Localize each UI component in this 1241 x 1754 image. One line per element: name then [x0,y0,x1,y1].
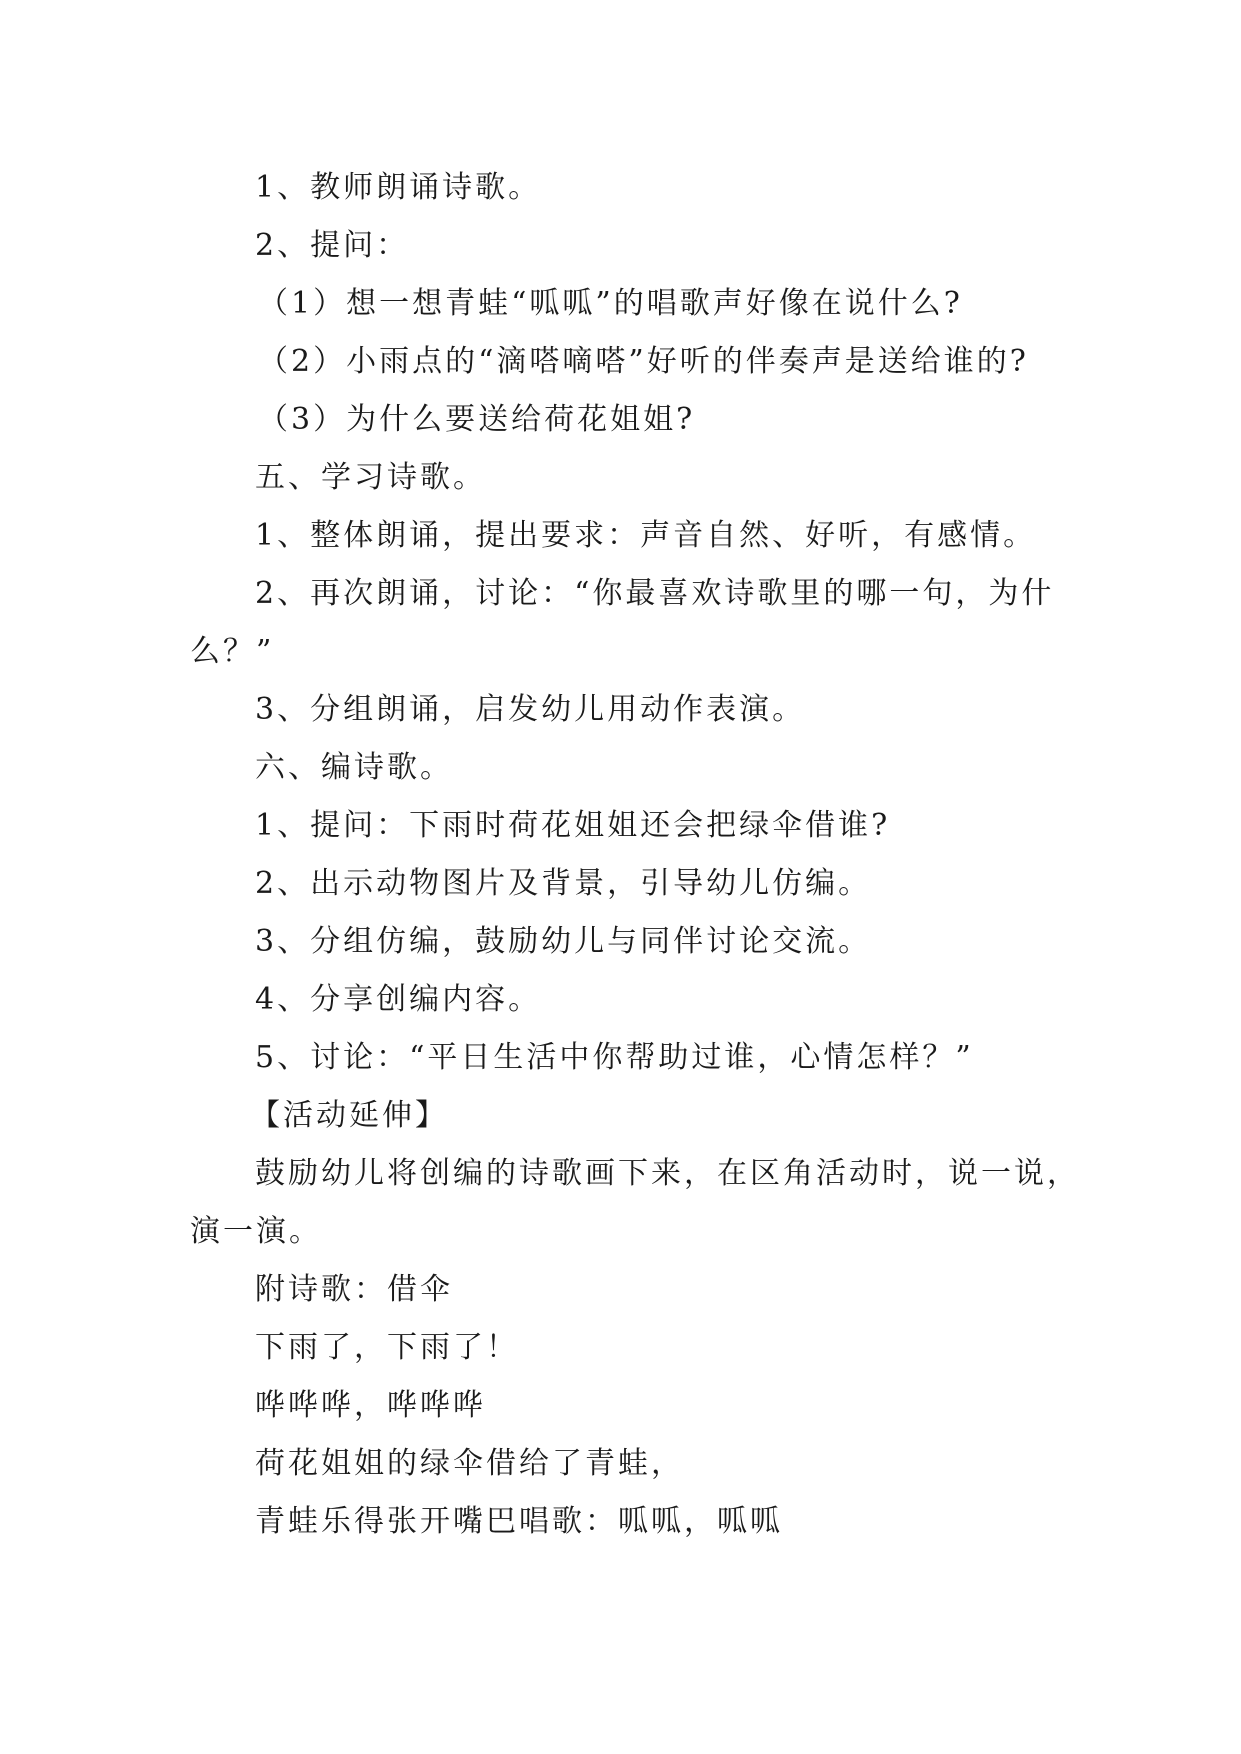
step-teacher-recite: 1、教师朗诵诗歌。 [255,170,542,205]
step-recite-again-continued: 么？” [190,634,275,669]
step-show-pictures: 2、出示动物图片及背景，引导幼儿仿编。 [255,866,872,901]
question-2: （2）小雨点的“滴嗒嘀嗒”好听的伴奏声是送给谁的? [258,344,1029,379]
activity-extension-heading: 【活动延伸】 [250,1098,448,1133]
poem-title: 附诗歌：借伞 [255,1272,453,1307]
section-six-heading: 六、编诗歌。 [255,750,453,785]
question-3: （3）为什么要送给荷花姐姐? [258,402,696,437]
poem-line-1: 下雨了，下雨了！ [255,1330,519,1365]
step-share: 4、分享创编内容。 [255,982,542,1017]
step-discuss: 5、讨论：“平日生活中你帮助过谁，心情怎样？” [255,1040,974,1075]
extension-text-continued: 演一演。 [190,1214,322,1249]
step-questions: 2、提问： [255,228,410,263]
poem-line-3: 荷花姐姐的绿伞借给了青蛙， [255,1446,684,1481]
question-1: （1）想一想青蛙“呱呱”的唱歌声好像在说什么? [258,286,963,321]
step-recite-again: 2、再次朗诵，讨论：“你最喜欢诗歌里的哪一句，为什 [255,576,1055,611]
step-group-recite: 3、分组朗诵，启发幼儿用动作表演。 [255,692,806,727]
poem-line-4: 青蛙乐得张开嘴巴唱歌：呱呱，呱呱 [255,1504,783,1539]
step-whole-recite: 1、整体朗诵，提出要求：声音自然、好听，有感情。 [255,518,1037,553]
poem-line-2: 哗哗哗，哗哗哗 [255,1388,486,1423]
step-ask-umbrella: 1、提问：下雨时荷花姐姐还会把绿伞借谁? [255,808,891,843]
extension-text: 鼓励幼儿将创编的诗歌画下来，在区角活动时，说一说， [255,1156,1080,1191]
step-group-compose: 3、分组仿编，鼓励幼儿与同伴讨论交流。 [255,924,872,959]
section-five-heading: 五、学习诗歌。 [255,460,486,495]
